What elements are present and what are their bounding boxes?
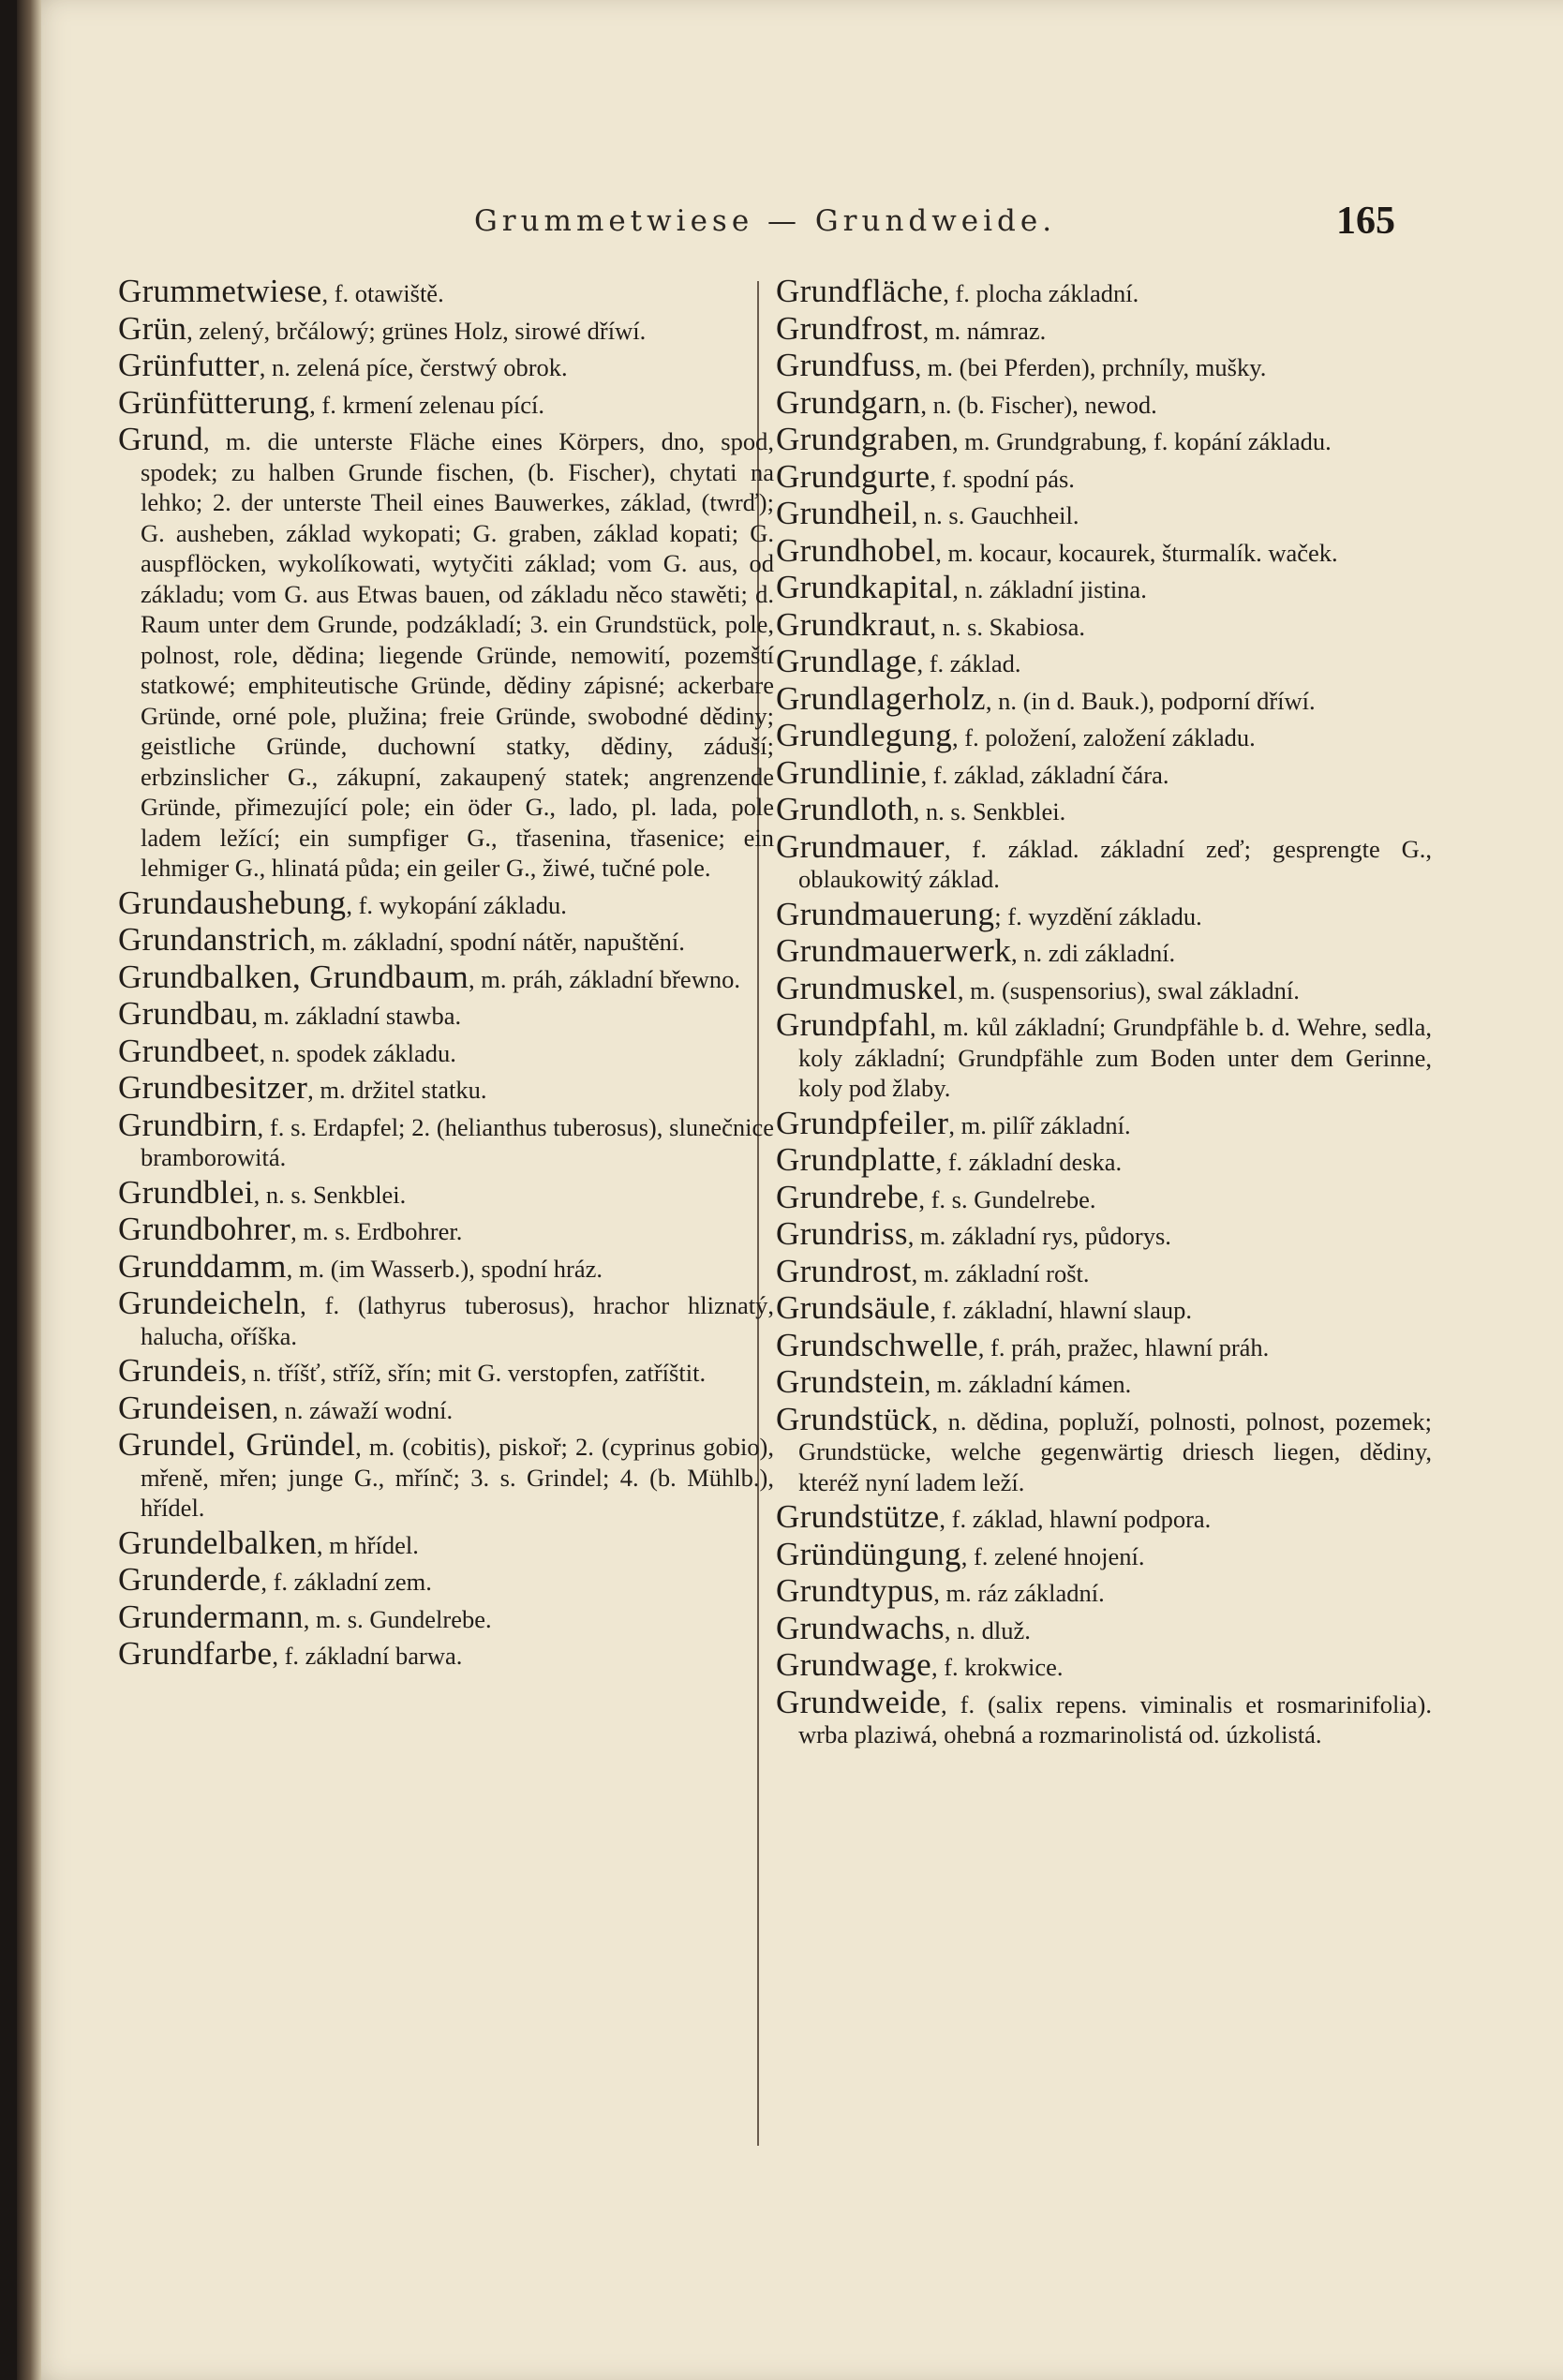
entry-headword: Grundstütze	[776, 1498, 940, 1535]
entry-headword: Grundeisen	[118, 1389, 273, 1426]
dictionary-entry	[776, 569, 1432, 605]
left-column	[118, 273, 775, 1676]
entry-definition: , n. tříšť, stříž, sřín; mit G. verstopfen, zatříštit.	[240, 1359, 707, 1387]
entry-definition: , m. práh, základní břewno.	[469, 964, 740, 993]
entry-definition: , f. wykopání základu.	[346, 890, 567, 919]
entry-definition: , zelený, brčálowý; grünes Holz, sirowé dříwí.	[186, 316, 647, 345]
entry-headword: Grund	[118, 421, 203, 457]
dictionary-entry	[118, 1598, 774, 1635]
entry-headword: Grundfarbe	[118, 1635, 273, 1672]
entry-definition: , n. s. Gauchheil.	[911, 501, 1079, 529]
entry-headword: Grundlagerholz	[776, 679, 986, 717]
dictionary-entry	[776, 1006, 1432, 1104]
dictionary-entry	[776, 1646, 1432, 1683]
entry-definition: , n. s. Senkblei.	[913, 797, 1066, 826]
entry-headword: Grundriss	[776, 1215, 908, 1252]
entry-definition: , f. základ, hlawní podpora.	[939, 1505, 1212, 1533]
entry-headword: Grundlage	[776, 643, 917, 679]
entry-headword: Grundaushebung	[118, 884, 347, 921]
entry-definition: , f. spodní pás.	[930, 464, 1075, 493]
entry-definition: , f. krmení zelenau pící.	[309, 390, 545, 419]
entry-headword: Grundfuss	[776, 347, 915, 383]
entry-definition: , m. držitel statku.	[307, 1076, 487, 1104]
entry-headword: Grundloth	[776, 791, 914, 827]
dictionary-entry	[118, 1561, 774, 1598]
entry-definition: , m hřídel.	[316, 1530, 419, 1559]
book-page	[17, 0, 1563, 2380]
entry-definition: , f. základní deska.	[935, 1148, 1123, 1176]
entry-definition: , m. základní rošt.	[911, 1258, 1090, 1287]
entry-headword: Grundpfeiler	[776, 1104, 949, 1141]
entry-definition: , f. základní zem.	[260, 1568, 432, 1596]
entry-headword: Grundrost	[776, 1252, 912, 1289]
entry-definition: , n. základní jistina.	[952, 575, 1147, 603]
dictionary-entry	[776, 1535, 1432, 1572]
entry-definition: , n. (in d. Bauk.), podporní dříwí.	[985, 686, 1316, 715]
entry-headword: Grundeicheln	[118, 1285, 301, 1321]
dictionary-entry	[776, 1252, 1432, 1289]
page-number: 165	[1336, 200, 1395, 243]
entry-definition: , n. s. Senkblei.	[253, 1180, 407, 1209]
entry-headword: Grundheil	[776, 495, 912, 531]
entry-definition: , m. s. Erdbohrer.	[290, 1217, 463, 1245]
entry-headword: Grundmauer	[776, 827, 945, 865]
entry-headword: Grundhobel	[776, 531, 936, 569]
entry-headword: Grundeis	[118, 1352, 241, 1389]
entry-headword: Grundbesitzer	[118, 1069, 308, 1106]
entry-definition: , m. kocaur, kocaurek, šturmalík. waček.	[935, 538, 1338, 567]
right-column	[776, 273, 1432, 1755]
entry-headword: Grundermann	[118, 1598, 304, 1635]
entry-headword: Grunderde	[118, 1561, 261, 1598]
dictionary-entry	[776, 1400, 1432, 1498]
entry-definition: , n. s. Skabiosa.	[930, 612, 1085, 641]
dictionary-entry	[118, 1173, 774, 1211]
dictionary-entry	[776, 643, 1432, 679]
dictionary-entry	[776, 495, 1432, 531]
entry-headword: Grundkraut	[776, 605, 930, 643]
entry-headword: Grundwachs	[776, 1609, 945, 1646]
entry-headword: Grundmuskel	[776, 969, 958, 1006]
entry-headword: Grundbirn	[118, 1106, 258, 1143]
entry-definition: , f. s. Gundelrebe.	[918, 1184, 1096, 1213]
running-header: Grummetwiese — Grundweide.	[474, 204, 1057, 238]
entry-definition: , m. die unterste Fläche eines Körpers, dno, spod, spodek; zu halben Grunde fischen, (b. Fischer), chytati na lehko; 2. der unterste Theil eines Bauwerkes, základ, (twrď); G. ausheben, základ wykopati; G. graben, základ kopati; G. auspflöcken, wykolíkowati, wytyčiti základ; vom G. aus, od základu; vom G. aus Etwas bauen, od základu něco stawěti; d. Raum unter dem Grunde, podzákladí; 3. ein Grundstück, pole, polnost, role, dědina; liegende Gründe, nemowití, pozemští statkowé; emphiteutische Gründe, dědiny zápisné; ackerbare Gründe, orné pole, plužina; freie Gründe, swobodné dědiny; geistliche Gründe, duchowní statky, dědiny, záduší; erbzinslicher G., zákupní, zakaupený statek; angrenzende Gründe, přimezující pole; ein öder G., lado, pl. lada, pole ladem ležící; ein sumpfiger G., třasenina, třasenice; ein lehmiger G., hlinatá půda; ein geiler G., žiwé, tučné pole.	[141, 427, 774, 882]
dictionary-entry	[118, 1524, 774, 1561]
dictionary-entry	[776, 1498, 1432, 1535]
dictionary-entry	[118, 1069, 774, 1106]
dictionary-entry	[776, 895, 1432, 932]
entry-definition: , n. záwaží wodní.	[272, 1395, 454, 1424]
dictionary-entry	[118, 1285, 774, 1351]
entry-definition: , f. s. Erdapfel; 2. (helianthus tuberosus), slunečnice bramborowitá.	[141, 1112, 774, 1171]
dictionary-entry	[118, 1352, 774, 1389]
entry-definition: , m. (cobitis), piskoř; 2. (cyprinus gobio), mřeně, mřen; junge G., mřínč; 3. s. Grindel; 4. (b. Mühlb.), hřídel.	[141, 1433, 775, 1522]
dictionary-entry	[118, 995, 774, 1032]
dictionary-entry	[118, 421, 774, 884]
entry-definition: , m. námraz.	[922, 316, 1047, 345]
dictionary-entry	[776, 969, 1432, 1006]
entry-headword: Grundweide	[776, 1683, 942, 1720]
entry-headword: Grundfläche	[776, 273, 944, 309]
entry-headword: Grundblei	[118, 1173, 254, 1211]
entry-definition: , m. základní, spodní nátěr, napuštění.	[309, 928, 685, 956]
entry-definition: , n. (b. Fischer), newod.	[920, 390, 1157, 419]
entry-headword: Grundgarn	[776, 383, 921, 421]
entry-headword: Grundbohrer	[118, 1211, 291, 1247]
dictionary-entry	[776, 273, 1432, 309]
dictionary-entry	[776, 605, 1432, 643]
entry-definition: , m. s. Gundelrebe.	[303, 1604, 492, 1633]
entry-definition: , m. kůl základní; Grundpfähle b. d. Wehre, sedla, koly základní; Grundpfähle zum Boden unter dem Gerinne, koly pod žlaby.	[798, 1013, 1432, 1102]
dictionary-entry	[776, 309, 1432, 347]
entry-headword: Grün	[118, 309, 187, 347]
dictionary-entry	[118, 1211, 774, 1247]
entry-headword: Grundbau	[118, 995, 252, 1032]
dictionary-entry	[776, 383, 1432, 421]
entry-headword: Grundstück	[776, 1400, 932, 1437]
entry-definition: , n. zdi základní.	[1011, 939, 1176, 967]
entry-definition: , f. základ, základní čára.	[920, 760, 1169, 789]
dictionary-entry	[776, 717, 1432, 753]
dictionary-entry	[776, 1178, 1432, 1215]
entry-headword: Grundpfahl	[776, 1006, 930, 1043]
dictionary-entry	[776, 1326, 1432, 1363]
dictionary-entry	[776, 457, 1432, 495]
dictionary-entry	[776, 932, 1432, 969]
entry-headword: Grundmauerung	[776, 895, 995, 932]
entry-definition: , f. práh, pražec, hlawní práh.	[977, 1332, 1270, 1361]
dictionary-entry	[118, 1106, 774, 1173]
entry-headword: Grundgurte	[776, 457, 930, 495]
entry-headword: Gründüngung	[776, 1535, 961, 1572]
entry-definition: , f. základ.	[916, 649, 1021, 677]
entry-definition: , n. zelená píce, čerstwý obrok.	[259, 353, 568, 381]
dictionary-entry	[776, 1363, 1432, 1400]
entry-definition: , n. dědina, popluží, polnosti, polnost, pozemek; Grundstücke, welche gegenwärtig driesch liegen, dědiny, kteréž nyní ladem leží.	[798, 1406, 1432, 1496]
dictionary-entry	[118, 1426, 775, 1524]
dictionary-entry	[118, 347, 774, 383]
entry-headword: Grundtypus	[776, 1572, 934, 1609]
entry-headword: Grünfutter	[118, 347, 260, 383]
dictionary-entry	[118, 383, 774, 421]
dictionary-entry	[776, 679, 1432, 717]
entry-definition: , f. (lathyrus tuberosus), hrachor hliznatý, halucha, oříška.	[141, 1291, 774, 1350]
entry-headword: Grundwage	[776, 1646, 931, 1683]
entry-definition: , n. dluž.	[944, 1615, 1031, 1644]
dictionary-entry	[776, 347, 1432, 383]
dictionary-entry	[776, 1104, 1432, 1141]
entry-definition: , m. (im Wasserb.), spodní hráz.	[286, 1254, 603, 1283]
entry-definition: , m. Grundgrabung, f. kopání základu.	[951, 427, 1332, 455]
dictionary-entry	[776, 531, 1432, 569]
dictionary-entry	[776, 1141, 1432, 1178]
entry-headword: Grundelbalken	[118, 1524, 317, 1561]
entry-headword: Grundrebe	[776, 1178, 919, 1215]
dictionary-entry	[776, 1215, 1432, 1252]
dictionary-entry	[776, 791, 1432, 827]
entry-definition: , f. položení, založení základu.	[952, 723, 1256, 751]
entry-definition: , f. otawiště.	[321, 279, 444, 307]
dictionary-entry	[776, 827, 1432, 895]
entry-headword: Grünfütterung	[118, 383, 310, 421]
entry-headword: Grundlegung	[776, 717, 952, 753]
entry-definition: , f. zelené hnojení.	[960, 1541, 1145, 1570]
dictionary-entry	[776, 421, 1432, 457]
entry-headword: Grundbalken, Grundbaum	[118, 958, 469, 995]
dictionary-entry	[118, 921, 774, 958]
dictionary-entry	[776, 1683, 1432, 1750]
entry-headword: Grundsäule	[776, 1289, 930, 1326]
entry-headword: Grundstein	[776, 1363, 925, 1400]
entry-headword: Grundel, Gründel	[118, 1426, 356, 1463]
entry-headword: Grundanstrich	[118, 921, 310, 958]
dictionary-entry	[118, 884, 774, 921]
entry-definition: , f. základní, hlawní slaup.	[930, 1296, 1193, 1324]
entry-headword: Grundlinie	[776, 753, 921, 791]
entry-headword: Grummetwiese	[118, 273, 322, 309]
entry-headword: Grundmauerwerk	[776, 932, 1012, 969]
entry-definition: , m. (suspensorius), swal základní.	[957, 975, 1300, 1004]
entry-definition: , m. základní kámen.	[924, 1370, 1132, 1398]
entry-definition: , f. základ. základní zeď; gesprengte G., oblaukowitý základ.	[798, 834, 1432, 893]
entry-definition: , m. pilíř základní.	[948, 1110, 1131, 1139]
entry-definition: , m. (bei Pferden), prchníly, mušky.	[915, 353, 1267, 381]
entry-definition: ; f. wyzdění základu.	[994, 901, 1202, 930]
dictionary-entry	[118, 273, 774, 309]
dictionary-entry	[776, 1289, 1432, 1326]
entry-definition: , m. základní stawba.	[251, 1002, 462, 1030]
entry-definition: , f. základní barwa.	[272, 1642, 463, 1670]
dictionary-entry	[118, 1389, 774, 1426]
entry-definition: , m. ráz základní.	[933, 1579, 1105, 1607]
entry-headword: Grundkapital	[776, 569, 953, 605]
entry-definition: , f. krokwice.	[930, 1653, 1064, 1681]
entry-definition: , f. (salix repens. viminalis et rosmarinifolia). wrba plaziwá, ohebná a rozmarinolistá od. úzkolistá.	[798, 1689, 1432, 1748]
entry-definition: , m. základní rys, půdorys.	[907, 1222, 1171, 1250]
dictionary-entry	[776, 1609, 1432, 1646]
dictionary-entry	[776, 753, 1432, 791]
entry-definition: , n. spodek základu.	[259, 1038, 456, 1067]
book-spine-shadow	[17, 0, 41, 2380]
entry-headword: Grundschwelle	[776, 1326, 978, 1363]
entry-headword: Grundfrost	[776, 309, 923, 347]
dictionary-entry	[118, 1247, 774, 1285]
entry-definition: , f. plocha základní.	[943, 279, 1139, 307]
dictionary-entry	[118, 1032, 774, 1069]
entry-headword: Grundplatte	[776, 1141, 936, 1178]
entry-headword: Grunddamm	[118, 1247, 287, 1285]
dictionary-entry	[776, 1572, 1432, 1609]
entry-headword: Grundgraben	[776, 421, 952, 457]
entry-headword: Grundbeet	[118, 1032, 260, 1069]
dictionary-entry	[118, 958, 774, 995]
dictionary-entry	[118, 1635, 774, 1672]
dictionary-entry	[118, 309, 774, 347]
